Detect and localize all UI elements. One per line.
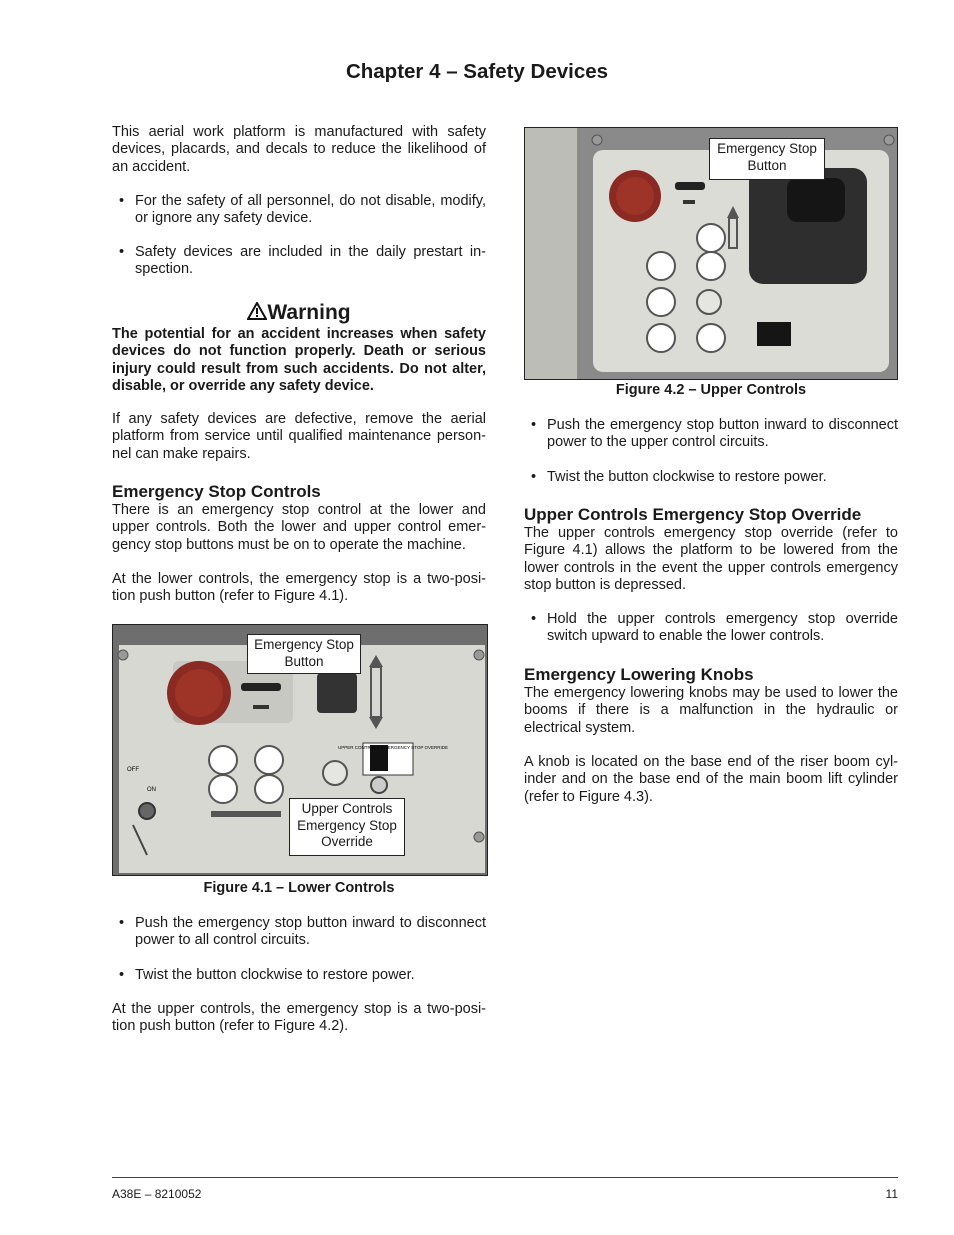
list-item: • Twist the button clockwise to restore power. <box>112 967 486 984</box>
callout-upper-controls-override: Upper Controls Emergency Stop Override <box>289 798 405 856</box>
knobs-paragraph-2: A knob is located on the base end of the riser boom cyl- inder and on the base end of the main boom lift cylinder (refer to Figure 4.3). <box>524 754 898 805</box>
warning-triangle-icon <box>247 302 267 320</box>
figure-caption: Figure 4.2 – Upper Controls <box>615 382 807 398</box>
override-paragraph: The upper controls emergency stop override (refer to Figure 4.1) allows the platform to be lowered from the lower controls in the event the upper controls emergency stop button is depressed. <box>524 525 898 593</box>
list-item: • Twist the button clockwise to restore power. <box>524 469 898 486</box>
callout-emergency-stop-button: Emergency Stop Button <box>709 138 825 180</box>
section-heading-emergency-stop: Emergency Stop Controls <box>112 482 321 501</box>
chapter-title: Chapter 4 – Safety Devices <box>345 60 609 83</box>
warning-heading <box>112 301 486 325</box>
override-decal-text: UPPER CONTROLS EMERGENCY STOP OVERRIDE <box>337 745 449 750</box>
esc-paragraph-2: At the lower controls, the emergency stop is a two-posi- tion push button (refer to Figure 4.1). <box>112 571 486 605</box>
figure-upper-controls <box>524 127 898 380</box>
intro-paragraph: This aerial work platform is manufactured with safety devices, placards, and decals to reduce the likelihood of an accident. <box>112 124 486 175</box>
figure-lower-controls <box>112 624 488 876</box>
list-item: • Push the emergency stop button inward to disconnect power to the upper control circuits. <box>524 417 898 452</box>
off-label: OFF <box>127 767 139 773</box>
warning-body: The potential for an accident increases when safety devices do not function properly. Death or serious injury could result from such accidents. Do not alter, disable, or override any safety device. <box>112 326 486 394</box>
list-item: • For the safety of all personnel, do not disable, modify, or ignore any safety device. <box>112 193 486 228</box>
key-switch-icon <box>139 803 155 819</box>
warning-title: Warning <box>267 301 351 324</box>
footer-doc-id: A38E – 8210052 <box>112 1187 202 1201</box>
list-item: • Safety devices are included in the daily prestart in- spection. <box>112 244 486 279</box>
page-number: 11 <box>885 1187 898 1201</box>
knobs-paragraph-1: The emergency lowering knobs may be used to lower the booms if there is a malfunction in the hydraulic or electrical system. <box>524 685 898 736</box>
footer-rule <box>112 1177 898 1178</box>
upper-intro-paragraph: At the upper controls, the emergency stop is a two-posi- tion push button (refer to Figure 4.2). <box>112 1001 486 1035</box>
section-heading-lowering-knobs: Emergency Lowering Knobs <box>524 665 754 684</box>
section-heading-override: Upper Controls Emergency Stop Override <box>524 505 862 524</box>
defective-paragraph: If any safety devices are defective, remove the aerial platform from service until qualified maintenance person- nel can make repairs. <box>112 411 486 462</box>
on-label: ON <box>147 787 156 793</box>
callout-emergency-stop-button: Emergency Stop Button <box>247 634 361 674</box>
list-item: • Hold the upper controls emergency stop override switch upward to enable the lower controls. <box>524 611 898 646</box>
figure-caption: Figure 4.1 – Lower Controls <box>203 880 395 896</box>
esc-paragraph-1: There is an emergency stop control at the lower and upper controls. Both the lower and upper control emer- gency stop buttons must be on to operate the machine. <box>112 502 486 553</box>
list-item: • Push the emergency stop button inward to disconnect power to all control circuits. <box>112 915 486 950</box>
